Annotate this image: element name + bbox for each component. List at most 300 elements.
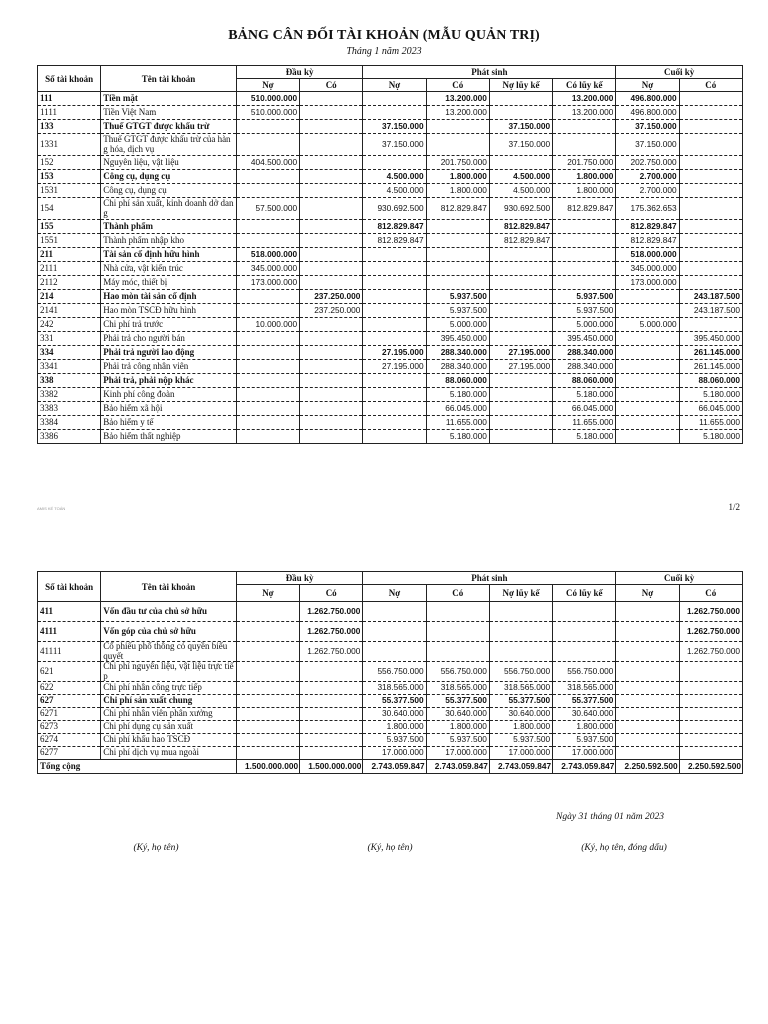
cell-opening-debit xyxy=(236,721,299,734)
cell-opening-credit: 237.250.000 xyxy=(300,290,363,304)
signature-accountant: (Ký, họ tên) xyxy=(367,843,413,853)
cell-debit-cumulative xyxy=(489,416,552,430)
cell-opening-debit xyxy=(236,290,299,304)
header-closing: Cuối kỳ xyxy=(616,572,743,585)
table-row xyxy=(38,430,743,444)
cell-opening-debit xyxy=(236,682,299,695)
cell-opening-debit xyxy=(236,388,299,402)
cell-period-credit xyxy=(426,276,489,290)
cell-account-code: 334 xyxy=(38,346,101,360)
table-row xyxy=(38,198,743,220)
cell-opening-credit xyxy=(300,360,363,374)
cell-period-credit: 88.060.000 xyxy=(426,374,489,388)
cell-debit-cumulative: 17.000.000 xyxy=(489,747,552,760)
cell-opening-debit: 57.500.000 xyxy=(236,198,299,220)
cell-credit-cumulative: 13.200.000 xyxy=(553,106,616,120)
header-account-name: Tên tài khoản xyxy=(101,66,237,92)
table-row xyxy=(38,662,743,682)
cell-opening-debit: 404.500.000 xyxy=(236,156,299,170)
cell-closing-debit xyxy=(616,602,679,622)
cell-closing-debit xyxy=(616,747,679,760)
cell-credit-cumulative: 5.180.000 xyxy=(553,388,616,402)
cell-period-debit: 318.565.000 xyxy=(363,682,426,695)
cell-account-code: 338 xyxy=(38,374,101,388)
cell-opening-debit xyxy=(236,402,299,416)
table-row xyxy=(38,682,743,695)
cell-closing-debit: 496.800.000 xyxy=(616,106,679,120)
cell-account-name: Bảo hiểm xã hội xyxy=(101,402,237,416)
cell-opening-credit xyxy=(300,695,363,708)
cell-period-credit xyxy=(426,622,489,642)
cell-closing-debit: 37.150.000 xyxy=(616,134,679,156)
cell-period-credit: 5.180.000 xyxy=(426,388,489,402)
cell-period-debit xyxy=(363,262,426,276)
cell-period-credit xyxy=(426,262,489,276)
cell-account-name: Chi phí trả trước xyxy=(101,318,237,332)
cell-credit-cumulative: 17.000.000 xyxy=(553,747,616,760)
cell-debit-cumulative xyxy=(489,402,552,416)
software-watermark: AMIS KẾ TOÁN xyxy=(37,506,66,511)
table-row xyxy=(38,248,743,262)
cell-closing-debit: 345.000.000 xyxy=(616,262,679,276)
cell-period-credit: 17.000.000 xyxy=(426,747,489,760)
cell-opening-credit xyxy=(300,234,363,248)
table-row xyxy=(38,92,743,106)
cell-period-debit xyxy=(363,92,426,106)
cell-period-debit: 4.500.000 xyxy=(363,184,426,198)
cell-debit-cumulative xyxy=(489,622,552,642)
cell-period-debit xyxy=(363,642,426,662)
cell-opening-credit xyxy=(300,92,363,106)
cell-opening-debit: 518.000.000 xyxy=(236,248,299,262)
total-period-credit: 2.743.059.847 xyxy=(426,760,489,774)
signature-director: (Ký, họ tên, đóng dấu) xyxy=(581,843,667,853)
table-row xyxy=(38,695,743,708)
cell-period-debit: 30.640.000 xyxy=(363,708,426,721)
cell-closing-debit: 812.829.847 xyxy=(616,220,679,234)
cell-opening-credit xyxy=(300,402,363,416)
cell-credit-cumulative: 288.340.000 xyxy=(553,346,616,360)
cell-period-debit xyxy=(363,276,426,290)
cell-period-credit: 201.750.000 xyxy=(426,156,489,170)
report-title: BẢNG CÂN ĐỐI TÀI KHOẢN (MẪU QUẢN TRỊ) xyxy=(228,28,540,43)
cell-account-name: Phải trả người lao động xyxy=(101,346,237,360)
cell-period-debit: 812.829.847 xyxy=(363,220,426,234)
cell-account-code: 627 xyxy=(38,695,101,708)
cell-opening-credit xyxy=(300,120,363,134)
cell-period-debit: 930.692.500 xyxy=(363,198,426,220)
cell-opening-debit xyxy=(236,120,299,134)
table-row xyxy=(38,120,743,134)
cell-credit-cumulative xyxy=(553,248,616,262)
cell-period-credit: 395.450.000 xyxy=(426,332,489,346)
cell-debit-cumulative xyxy=(489,304,552,318)
cell-closing-debit xyxy=(616,430,679,444)
cell-period-debit xyxy=(363,290,426,304)
cell-account-name: Chi phí khấu hao TSCĐ xyxy=(101,734,237,747)
cell-account-code: 41111 xyxy=(38,642,101,662)
cell-debit-cumulative xyxy=(489,332,552,346)
cell-closing-debit: 518.000.000 xyxy=(616,248,679,262)
cell-opening-debit xyxy=(236,134,299,156)
total-period-debit: 2.743.059.847 xyxy=(363,760,426,774)
cell-opening-credit xyxy=(300,220,363,234)
cell-account-code: 622 xyxy=(38,682,101,695)
cell-closing-credit: 11.655.000 xyxy=(679,416,742,430)
cell-account-code: 1531 xyxy=(38,184,101,198)
cell-opening-debit xyxy=(236,622,299,642)
cell-period-credit: 30.640.000 xyxy=(426,708,489,721)
cell-credit-cumulative: 5.937.500 xyxy=(553,734,616,747)
cell-account-code: 2141 xyxy=(38,304,101,318)
cell-opening-credit xyxy=(300,318,363,332)
header-period: Phát sinh xyxy=(363,572,616,585)
cell-credit-cumulative: 66.045.000 xyxy=(553,402,616,416)
cell-account-code: 3384 xyxy=(38,416,101,430)
cell-closing-credit xyxy=(679,682,742,695)
cell-debit-cumulative: 5.937.500 xyxy=(489,734,552,747)
header-closing: Cuối kỳ xyxy=(616,66,743,79)
cell-account-name: Nhà cửa, vật kiến trúc xyxy=(101,262,237,276)
cell-opening-credit: 1.262.750.000 xyxy=(300,642,363,662)
header-period-credit: Có xyxy=(426,79,489,92)
cell-opening-credit xyxy=(300,734,363,747)
cell-opening-debit xyxy=(236,430,299,444)
cell-credit-cumulative xyxy=(553,234,616,248)
header-period-debit: Nợ xyxy=(363,585,426,602)
cell-closing-debit: 812.829.847 xyxy=(616,234,679,248)
header-credit-cumulative: Có lũy kế xyxy=(553,585,616,602)
cell-closing-debit: 175.362.653 xyxy=(616,198,679,220)
cell-account-name: Bảo hiểm y tế xyxy=(101,416,237,430)
cell-period-debit xyxy=(363,602,426,622)
cell-credit-cumulative: 55.377.500 xyxy=(553,695,616,708)
cell-credit-cumulative: 88.060.000 xyxy=(553,374,616,388)
cell-period-debit: 37.150.000 xyxy=(363,120,426,134)
cell-opening-credit xyxy=(300,682,363,695)
header-period: Phát sinh xyxy=(363,66,616,79)
cell-period-credit: 1.800.000 xyxy=(426,170,489,184)
table-row xyxy=(38,360,743,374)
cell-debit-cumulative: 55.377.500 xyxy=(489,695,552,708)
cell-opening-debit: 510.000.000 xyxy=(236,92,299,106)
cell-debit-cumulative: 812.829.847 xyxy=(489,220,552,234)
cell-period-credit: 288.340.000 xyxy=(426,346,489,360)
cell-period-debit: 17.000.000 xyxy=(363,747,426,760)
header-account-code: Số tài khoản xyxy=(38,66,101,92)
cell-opening-credit xyxy=(300,170,363,184)
cell-opening-credit xyxy=(300,388,363,402)
total-row xyxy=(38,760,743,774)
total-label: Tổng cộng xyxy=(38,760,237,774)
cell-closing-credit xyxy=(679,747,742,760)
cell-closing-credit: 243.187.500 xyxy=(679,290,742,304)
cell-credit-cumulative: 556.750.000 xyxy=(553,662,616,682)
cell-debit-cumulative: 930.692.500 xyxy=(489,198,552,220)
cell-account-name: Máy móc, thiết bị xyxy=(101,276,237,290)
cell-opening-debit xyxy=(236,234,299,248)
cell-period-credit xyxy=(426,602,489,622)
cell-closing-credit: 5.180.000 xyxy=(679,430,742,444)
total-credit-cumulative: 2.743.059.847 xyxy=(553,760,616,774)
cell-closing-debit xyxy=(616,642,679,662)
cell-opening-debit xyxy=(236,346,299,360)
cell-opening-credit xyxy=(300,134,363,156)
report-date: Ngày 31 tháng 01 năm 2023 xyxy=(556,812,664,822)
cell-account-code: 111 xyxy=(38,92,101,106)
cell-closing-credit: 5.180.000 xyxy=(679,388,742,402)
cell-opening-credit xyxy=(300,721,363,734)
cell-account-code: 6273 xyxy=(38,721,101,734)
cell-account-name: Vốn đầu tư của chủ sở hữu xyxy=(101,602,237,622)
cell-period-debit: 5.937.500 xyxy=(363,734,426,747)
cell-opening-credit: 237.250.000 xyxy=(300,304,363,318)
cell-period-credit: 11.655.000 xyxy=(426,416,489,430)
cell-account-name: Công cụ, dụng cụ xyxy=(101,184,237,198)
cell-credit-cumulative xyxy=(553,602,616,622)
header-credit-cumulative: Có lũy kế xyxy=(553,79,616,92)
cell-account-name: Chi phí sản xuất, kinh doanh dở dang xyxy=(101,198,237,220)
ledger-table-page-2 xyxy=(37,571,743,774)
header-opening-debit: Nợ xyxy=(236,585,299,602)
cell-debit-cumulative xyxy=(489,156,552,170)
cell-account-name: Hao mòn tài sản cố định xyxy=(101,290,237,304)
cell-period-debit: 27.195.000 xyxy=(363,360,426,374)
cell-period-debit xyxy=(363,374,426,388)
cell-period-credit xyxy=(426,248,489,262)
cell-account-name: Thành phẩm xyxy=(101,220,237,234)
cell-credit-cumulative: 5.180.000 xyxy=(553,430,616,444)
cell-debit-cumulative xyxy=(489,642,552,662)
table-row xyxy=(38,602,743,622)
table-row xyxy=(38,134,743,156)
cell-closing-debit: 2.700.000 xyxy=(616,170,679,184)
signature-preparer: (Ký, họ tên) xyxy=(133,843,179,853)
cell-closing-credit: 261.145.000 xyxy=(679,360,742,374)
cell-account-name: Bảo hiểm thất nghiệp xyxy=(101,430,237,444)
cell-closing-credit xyxy=(679,220,742,234)
cell-account-name: Phải trả công nhân viên xyxy=(101,360,237,374)
cell-debit-cumulative xyxy=(489,290,552,304)
cell-opening-debit xyxy=(236,642,299,662)
cell-account-code: 6277 xyxy=(38,747,101,760)
cell-account-code: 152 xyxy=(38,156,101,170)
table-row xyxy=(38,332,743,346)
cell-opening-credit xyxy=(300,262,363,276)
cell-opening-debit xyxy=(236,220,299,234)
header-closing-debit: Nợ xyxy=(616,79,679,92)
cell-account-code: 1551 xyxy=(38,234,101,248)
cell-period-credit: 5.937.500 xyxy=(426,734,489,747)
cell-credit-cumulative: 288.340.000 xyxy=(553,360,616,374)
cell-period-credit xyxy=(426,220,489,234)
cell-credit-cumulative: 5.937.500 xyxy=(553,304,616,318)
cell-debit-cumulative: 27.195.000 xyxy=(489,346,552,360)
cell-opening-credit xyxy=(300,106,363,120)
table-row xyxy=(38,184,743,198)
table-row xyxy=(38,318,743,332)
table-row xyxy=(38,642,743,662)
cell-period-credit: 1.800.000 xyxy=(426,184,489,198)
cell-account-name: Nguyên liệu, vật liệu xyxy=(101,156,237,170)
cell-period-credit: 318.565.000 xyxy=(426,682,489,695)
cell-debit-cumulative: 30.640.000 xyxy=(489,708,552,721)
cell-closing-credit: 1.262.750.000 xyxy=(679,622,742,642)
cell-opening-credit xyxy=(300,416,363,430)
cell-account-name: Chi phí nguyên liệu, vật liệu trực tiếp xyxy=(101,662,237,682)
table-row xyxy=(38,416,743,430)
cell-closing-credit xyxy=(679,156,742,170)
cell-account-code: 211 xyxy=(38,248,101,262)
cell-closing-debit xyxy=(616,290,679,304)
cell-period-debit: 4.500.000 xyxy=(363,170,426,184)
cell-period-debit xyxy=(363,106,426,120)
cell-debit-cumulative: 27.195.000 xyxy=(489,360,552,374)
cell-period-credit: 13.200.000 xyxy=(426,106,489,120)
cell-opening-credit: 1.262.750.000 xyxy=(300,622,363,642)
cell-closing-credit xyxy=(679,318,742,332)
cell-opening-debit xyxy=(236,747,299,760)
cell-opening-credit xyxy=(300,332,363,346)
cell-period-credit: 288.340.000 xyxy=(426,360,489,374)
cell-period-credit: 5.937.500 xyxy=(426,304,489,318)
cell-period-debit xyxy=(363,304,426,318)
cell-credit-cumulative: 30.640.000 xyxy=(553,708,616,721)
cell-debit-cumulative: 556.750.000 xyxy=(489,662,552,682)
cell-account-name: Tài sản cố định hữu hình xyxy=(101,248,237,262)
cell-closing-credit xyxy=(679,695,742,708)
cell-opening-credit xyxy=(300,248,363,262)
cell-opening-debit xyxy=(236,662,299,682)
cell-account-name: Thuế GTGT được khấu trừ xyxy=(101,120,237,134)
cell-account-code: 3386 xyxy=(38,430,101,444)
cell-account-code: 155 xyxy=(38,220,101,234)
cell-closing-credit xyxy=(679,262,742,276)
cell-account-name: Kinh phí công đoàn xyxy=(101,388,237,402)
cell-period-credit xyxy=(426,642,489,662)
table-row xyxy=(38,170,743,184)
cell-closing-debit xyxy=(616,388,679,402)
cell-account-name: Tiền mặt xyxy=(101,92,237,106)
cell-closing-credit xyxy=(679,120,742,134)
cell-period-credit: 5.180.000 xyxy=(426,430,489,444)
cell-closing-credit: 395.450.000 xyxy=(679,332,742,346)
cell-period-credit: 5.937.500 xyxy=(426,290,489,304)
cell-debit-cumulative xyxy=(489,248,552,262)
cell-period-debit: 556.750.000 xyxy=(363,662,426,682)
cell-debit-cumulative: 812.829.847 xyxy=(489,234,552,248)
cell-credit-cumulative: 318.565.000 xyxy=(553,682,616,695)
cell-period-credit: 812.829.847 xyxy=(426,198,489,220)
cell-closing-debit xyxy=(616,734,679,747)
cell-account-name: Tiền Việt Nam xyxy=(101,106,237,120)
cell-opening-debit: 173.000.000 xyxy=(236,276,299,290)
cell-period-credit xyxy=(426,134,489,156)
total-opening-debit: 1.500.000.000 xyxy=(236,760,299,774)
cell-debit-cumulative xyxy=(489,602,552,622)
cell-account-code: 154 xyxy=(38,198,101,220)
table-row xyxy=(38,234,743,248)
cell-opening-credit xyxy=(300,662,363,682)
cell-credit-cumulative xyxy=(553,134,616,156)
cell-account-code: 214 xyxy=(38,290,101,304)
header-period-debit: Nợ xyxy=(363,79,426,92)
cell-opening-debit xyxy=(236,170,299,184)
cell-debit-cumulative: 1.800.000 xyxy=(489,721,552,734)
header-closing-credit: Có xyxy=(679,585,742,602)
table-row xyxy=(38,346,743,360)
cell-period-credit: 556.750.000 xyxy=(426,662,489,682)
header-period-credit: Có xyxy=(426,585,489,602)
cell-credit-cumulative: 1.800.000 xyxy=(553,721,616,734)
cell-closing-credit xyxy=(679,734,742,747)
cell-opening-credit: 1.262.750.000 xyxy=(300,602,363,622)
cell-closing-credit xyxy=(679,662,742,682)
cell-opening-debit xyxy=(236,304,299,318)
table-row xyxy=(38,304,743,318)
cell-debit-cumulative xyxy=(489,262,552,276)
table-row xyxy=(38,388,743,402)
cell-account-code: 153 xyxy=(38,170,101,184)
table-row xyxy=(38,734,743,747)
cell-period-debit xyxy=(363,622,426,642)
cell-period-debit xyxy=(363,402,426,416)
cell-opening-debit xyxy=(236,708,299,721)
cell-account-code: 1331 xyxy=(38,134,101,156)
cell-period-credit: 66.045.000 xyxy=(426,402,489,416)
cell-credit-cumulative: 395.450.000 xyxy=(553,332,616,346)
cell-period-debit xyxy=(363,416,426,430)
cell-closing-debit xyxy=(616,682,679,695)
cell-closing-debit: 496.800.000 xyxy=(616,92,679,106)
header-closing-credit: Có xyxy=(679,79,742,92)
cell-period-credit: 5.000.000 xyxy=(426,318,489,332)
cell-debit-cumulative: 318.565.000 xyxy=(489,682,552,695)
cell-period-debit xyxy=(363,332,426,346)
cell-opening-debit xyxy=(236,416,299,430)
cell-period-credit: 55.377.500 xyxy=(426,695,489,708)
table-row xyxy=(38,106,743,120)
cell-period-debit: 37.150.000 xyxy=(363,134,426,156)
cell-closing-debit xyxy=(616,402,679,416)
cell-closing-credit xyxy=(679,184,742,198)
cell-opening-credit xyxy=(300,374,363,388)
cell-closing-credit xyxy=(679,170,742,184)
table-row xyxy=(38,374,743,388)
cell-account-name: Hao mòn TSCĐ hữu hình xyxy=(101,304,237,318)
header-closing-debit: Nợ xyxy=(616,585,679,602)
cell-credit-cumulative: 1.800.000 xyxy=(553,184,616,198)
table-row xyxy=(38,747,743,760)
cell-closing-credit xyxy=(679,92,742,106)
table-row xyxy=(38,622,743,642)
cell-opening-debit: 510.000.000 xyxy=(236,106,299,120)
cell-period-debit xyxy=(363,430,426,444)
cell-opening-credit xyxy=(300,346,363,360)
cell-credit-cumulative xyxy=(553,120,616,134)
cell-period-debit xyxy=(363,388,426,402)
cell-closing-credit xyxy=(679,198,742,220)
cell-credit-cumulative xyxy=(553,622,616,642)
header-opening: Đầu kỳ xyxy=(236,572,363,585)
header-debit-cumulative: Nợ lũy kế xyxy=(489,585,552,602)
cell-opening-credit xyxy=(300,198,363,220)
cell-closing-debit xyxy=(616,332,679,346)
cell-account-name: Chi phí sản xuất chung xyxy=(101,695,237,708)
cell-account-code: 242 xyxy=(38,318,101,332)
cell-credit-cumulative: 5.937.500 xyxy=(553,290,616,304)
cell-account-code: 331 xyxy=(38,332,101,346)
